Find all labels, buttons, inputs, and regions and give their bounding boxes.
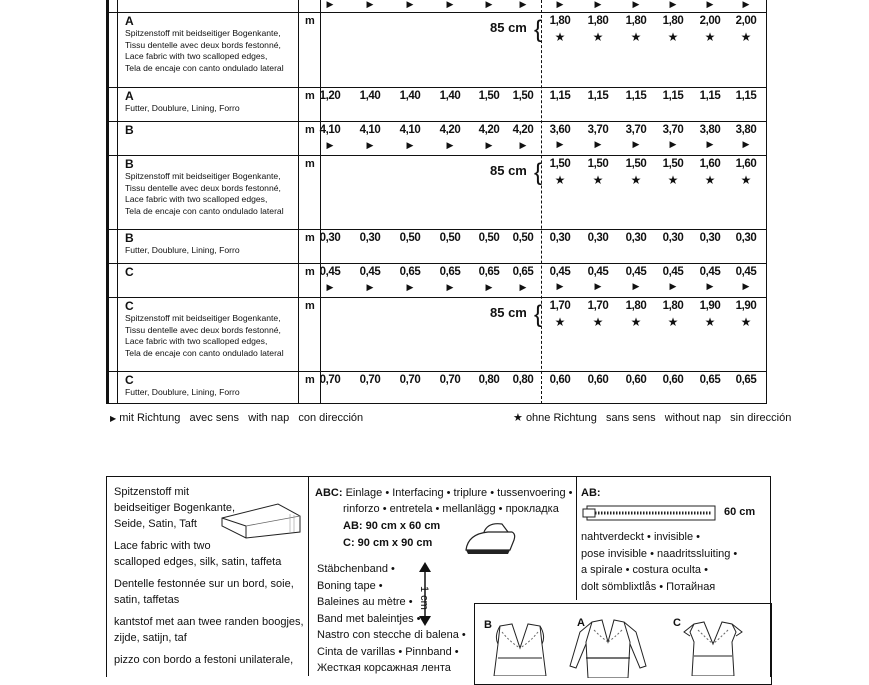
boning-line: Жесткая корсажная лента <box>317 662 451 674</box>
row-fabric-description: Lace fabric with two scalloped edges, <box>125 194 268 204</box>
row-view-label: C <box>125 265 134 279</box>
yardage-value: 0,45 <box>587 266 609 278</box>
star-symbol: ★ <box>513 412 523 424</box>
yardage-value: 1,40 <box>439 90 461 102</box>
star-icon: ★ <box>630 173 642 187</box>
nap-arrow-icon: ▶ <box>366 282 374 292</box>
star-icon: ★ <box>704 30 716 44</box>
unit-label: m <box>305 90 315 102</box>
yardage-value: 0,60 <box>587 374 609 386</box>
yardage-value: 1,15 <box>625 90 647 102</box>
fabric-suggestion-line: Dentelle festonnée sur un bord, soie, <box>114 578 294 590</box>
fabric-suggestion-line: beidseitiger Bogenkante, <box>114 502 236 514</box>
yardage-value: 1,60 <box>699 158 721 170</box>
table-bottom-line <box>109 403 766 404</box>
table-row-line <box>109 263 766 264</box>
nap-arrow-icon: ▶ <box>632 281 640 291</box>
unit-label: m <box>305 232 315 244</box>
nap-arrow-icon: ▶ <box>742 281 750 291</box>
view-label-a: A <box>577 617 585 629</box>
nap-arrow-icon: ▶ <box>742 139 750 149</box>
fabric-suggestion-line: Lace fabric with two <box>114 540 211 552</box>
row-fabric-description: Tela de encaje con canto ondulado lateral <box>125 347 284 358</box>
yardage-value: 0,30 <box>625 232 647 244</box>
yardage-value: 1,50 <box>512 90 534 102</box>
unit-label: m <box>305 374 315 386</box>
yardage-value: 0,65 <box>735 374 757 386</box>
table-right-border <box>766 0 767 404</box>
nap-arrow-icon: ▶ <box>742 0 750 9</box>
nap-arrow-icon: ▶ <box>594 139 602 149</box>
fabric-roll-icon <box>218 496 304 542</box>
boning-line: Baleines au mètre • <box>317 596 413 608</box>
table-inner-border <box>117 0 118 404</box>
table-row-line <box>109 87 766 88</box>
nap-arrow-icon: ▶ <box>326 0 334 9</box>
row-fabric-description: Lace fabric with two scalloped edges, <box>125 51 268 61</box>
yardage-value: 0,45 <box>549 266 571 278</box>
yardage-value: 2,00 <box>735 15 757 27</box>
zip-description-line: dolt sömblixtlås • Потайная <box>581 580 716 593</box>
yardage-value: 0,30 <box>699 232 721 244</box>
yardage-value: 0,45 <box>735 266 757 278</box>
nap-arrow-icon: ▶ <box>519 140 527 150</box>
yardage-value: 0,65 <box>512 266 534 278</box>
row-fabric-description: Tissu dentelle avec deux bords festonné, <box>125 324 281 335</box>
zip-description-line: pose invisible • naadritssluiting • <box>581 547 738 560</box>
yardage-value: 1,50 <box>478 90 500 102</box>
row-fabric-description: Futter, Doublure, Lining, Forro <box>125 245 240 255</box>
boning-line: Nastro con stecche di balena • <box>317 629 466 641</box>
unit-label: m <box>305 15 315 27</box>
view-label-b: B <box>484 619 492 631</box>
yardage-value: 0,45 <box>662 266 684 278</box>
yardage-value: 1,15 <box>549 90 571 102</box>
dress-a-illustration <box>566 618 650 678</box>
yardage-value: 0,65 <box>478 266 500 278</box>
boning-width: 1 cm <box>418 586 430 610</box>
nap-arrow-icon: ▶ <box>706 281 714 291</box>
yardage-value: 1,80 <box>587 15 609 27</box>
legend-nap <box>110 412 363 424</box>
yardage-value: 1,80 <box>662 300 684 312</box>
table-row-line <box>109 155 766 156</box>
nap-arrow-icon: ▶ <box>706 139 714 149</box>
row-fabric-description: Tela de encaje con canto ondulado lateral <box>125 205 284 216</box>
row-view-label: B <box>125 231 134 245</box>
nap-arrow-icon: ▶ <box>446 282 454 292</box>
yardage-value: 0,50 <box>439 232 461 244</box>
star-icon: ★ <box>667 173 679 187</box>
table-col-divider <box>298 0 299 404</box>
unit-label: m <box>305 300 315 312</box>
table-dashed-divider <box>541 0 542 404</box>
yardage-value: 0,70 <box>359 374 381 386</box>
brace-icon: { <box>534 159 543 186</box>
yardage-value: 4,10 <box>359 124 381 136</box>
yardage-value: 3,80 <box>699 124 721 136</box>
yardage-value: 1,40 <box>359 90 381 102</box>
fabric-suggestion-line: kantstof met aan twee randen boogjes, <box>114 616 304 628</box>
yardage-value: 4,10 <box>399 124 421 136</box>
yardage-value: 1,15 <box>699 90 721 102</box>
yardage-value: 1,80 <box>662 15 684 27</box>
fabric-suggestion-line: Spitzenstoff mit <box>114 486 189 498</box>
fabric-suggestion-line: zijde, satijn, taf <box>114 632 187 644</box>
star-icon: ★ <box>667 315 679 329</box>
star-icon: ★ <box>667 30 679 44</box>
yardage-value: 1,15 <box>735 90 757 102</box>
yardage-value: 1,80 <box>625 300 647 312</box>
yardage-value: 0,30 <box>735 232 757 244</box>
yardage-value: 1,15 <box>587 90 609 102</box>
nap-arrow-icon: ▶ <box>366 0 374 9</box>
star-icon: ★ <box>704 173 716 187</box>
nap-text: mit Richtung avec sens with nap con dirección <box>119 412 364 424</box>
table-row-line <box>109 229 766 230</box>
nap-arrow-icon: ▶ <box>632 0 640 9</box>
lace-width-label: 85 cm <box>490 305 527 320</box>
yardage-value: 4,20 <box>439 124 461 136</box>
yardage-value: 4,20 <box>478 124 500 136</box>
interfacing-line1 <box>315 486 573 500</box>
dress-b-illustration <box>490 622 550 676</box>
star-icon: ★ <box>740 315 752 329</box>
nap-arrow-icon: ▶ <box>406 140 414 150</box>
yardage-value: 4,20 <box>512 124 534 136</box>
fabric-suggestion-line: scalloped edges, silk, satin, taffeta <box>114 556 282 568</box>
c-size: C: 90 cm x 90 cm <box>343 537 433 549</box>
yardage-value: 3,70 <box>625 124 647 136</box>
table-row-line <box>109 12 766 13</box>
row-view-label: B <box>125 123 134 137</box>
star-icon: ★ <box>554 173 566 187</box>
yardage-value: 3,80 <box>735 124 757 136</box>
row-fabric-description: Lace fabric with two scalloped edges, <box>125 336 268 346</box>
nap-arrow-icon: ▶ <box>669 281 677 291</box>
interfacing-line2: rinforzo • entretela • mellanlägg • прокладка <box>343 503 559 515</box>
lace-width-label: 85 cm <box>490 163 527 178</box>
boning-line: Boning tape • <box>317 579 383 592</box>
view-label-c: C <box>673 617 681 629</box>
row-fabric-description: Spitzenstoff mit beidseitiger Bogenkante, <box>125 313 281 323</box>
yardage-value: 1,70 <box>587 300 609 312</box>
row-fabric-description: Tissu dentelle avec deux bords festonné, <box>125 39 281 50</box>
yardage-value: 0,70 <box>439 374 461 386</box>
boning-line: Band met baleintjes • <box>317 612 421 625</box>
yardage-value: 0,45 <box>359 266 381 278</box>
yardage-value: 0,30 <box>319 232 341 244</box>
yardage-value: 1,20 <box>319 90 341 102</box>
brace-icon: { <box>534 301 543 328</box>
yardage-value: 1,70 <box>549 300 571 312</box>
star-icon: ★ <box>554 315 566 329</box>
zip-length: 60 cm <box>724 506 756 518</box>
nap-arrow-icon: ▶ <box>446 140 454 150</box>
star-icon: ★ <box>592 30 604 44</box>
nap-arrow-icon: ▶ <box>519 0 527 9</box>
yardage-value: 3,70 <box>587 124 609 136</box>
yardage-value: 1,90 <box>699 300 721 312</box>
zip-description-line: a spirale • costura oculta • <box>581 564 708 576</box>
star-icon: ★ <box>630 30 642 44</box>
yardage-value: 0,70 <box>319 374 341 386</box>
row-view-label: B <box>125 157 134 171</box>
nap-arrow-icon: ▶ <box>669 0 677 9</box>
yardage-value: 0,60 <box>625 374 647 386</box>
panel-divider <box>576 476 577 600</box>
boning-line: Stäbchenband • <box>317 563 395 575</box>
table-row-line <box>109 371 766 372</box>
lace-width-label: 85 cm <box>490 20 527 35</box>
row-fabric-description: Futter, Doublure, Lining, Forro <box>125 387 240 397</box>
iron-icon <box>462 522 518 558</box>
star-icon: ★ <box>630 315 642 329</box>
yardage-value: 0,65 <box>699 374 721 386</box>
star-icon: ★ <box>592 315 604 329</box>
yardage-value: 0,60 <box>549 374 571 386</box>
fabric-suggestion-line: Seide, Satin, Taft <box>114 518 197 530</box>
nap-arrow-icon: ▶ <box>366 140 374 150</box>
row-view-label: C <box>125 373 134 387</box>
nap-arrow-icon: ▶ <box>594 0 602 9</box>
yardage-value: 0,65 <box>399 266 421 278</box>
table-row-line <box>109 121 766 122</box>
nap-arrow-icon: ▶ <box>406 282 414 292</box>
row-fabric-description: Tela de encaje con canto ondulado lateral <box>125 62 284 73</box>
ab-size: AB: 90 cm x 60 cm <box>343 520 441 532</box>
yardage-value: 0,80 <box>478 374 500 386</box>
row-fabric-description: Tissu dentelle avec deux bords festonné, <box>125 182 281 193</box>
star-icon: ★ <box>554 30 566 44</box>
zip-label: AB: <box>581 487 601 499</box>
yardage-value: 1,50 <box>625 158 647 170</box>
nap-arrow-icon: ▶ <box>406 0 414 9</box>
yardage-value: 0,70 <box>399 374 421 386</box>
nap-arrow-icon: ▶ <box>326 140 334 150</box>
yardage-value: 0,45 <box>319 266 341 278</box>
yardage-value: 1,50 <box>587 158 609 170</box>
nap-arrow-icon: ▶ <box>485 282 493 292</box>
yardage-value: 0,30 <box>662 232 684 244</box>
fabric-suggestion-line: pizzo con bordo a festoni unilaterale, <box>114 654 294 666</box>
nap-arrow-icon: ▶ <box>706 0 714 9</box>
yardage-value: 0,50 <box>478 232 500 244</box>
yardage-value: 0,45 <box>625 266 647 278</box>
zipper-icon <box>581 502 721 524</box>
yardage-value: 1,90 <box>735 300 757 312</box>
yardage-value: 0,30 <box>587 232 609 244</box>
yardage-value: 1,80 <box>625 15 647 27</box>
nap-arrow-icon: ▶ <box>632 139 640 149</box>
dress-c-illustration <box>680 620 746 676</box>
yardage-value: 1,50 <box>549 158 571 170</box>
star-icon: ★ <box>740 30 752 44</box>
table-col-divider <box>320 0 321 404</box>
row-fabric-description: Spitzenstoff mit beidseitiger Bogenkante, <box>125 171 281 181</box>
yardage-value: 3,60 <box>549 124 571 136</box>
yardage-value: 0,30 <box>359 232 381 244</box>
brace-icon: { <box>534 16 543 43</box>
row-fabric-description: Futter, Doublure, Lining, Forro <box>125 103 240 113</box>
nap-arrow-icon: ▶ <box>669 139 677 149</box>
nap-arrow-icon: ▶ <box>326 282 334 292</box>
yardage-value: 1,50 <box>662 158 684 170</box>
nap-arrow-icon: ▶ <box>485 140 493 150</box>
row-view-label: A <box>125 89 134 103</box>
star-icon: ★ <box>592 173 604 187</box>
yardage-value: 4,10 <box>319 124 341 136</box>
yardage-value: 0,65 <box>439 266 461 278</box>
nap-symbol: ▶ <box>110 414 117 423</box>
yardage-value: 0,45 <box>699 266 721 278</box>
nap-arrow-icon: ▶ <box>556 281 564 291</box>
yardage-value: 2,00 <box>699 15 721 27</box>
yardage-value: 0,50 <box>512 232 534 244</box>
yardage-value: 0,50 <box>399 232 421 244</box>
nap-arrow-icon: ▶ <box>446 0 454 9</box>
star-icon: ★ <box>704 315 716 329</box>
unit-label: m <box>305 266 315 278</box>
yardage-value: 1,60 <box>735 158 757 170</box>
legend-nonap <box>513 411 791 424</box>
star-icon: ★ <box>740 173 752 187</box>
yardage-value: 1,15 <box>662 90 684 102</box>
yardage-value: 1,80 <box>549 15 571 27</box>
yardage-value: 1,40 <box>399 90 421 102</box>
boning-line: Cinta de varillas • Pinnband • <box>317 645 459 658</box>
row-fabric-description: Spitzenstoff mit beidseitiger Bogenkante, <box>125 28 281 38</box>
unit-label: m <box>305 124 315 136</box>
nap-arrow-icon: ▶ <box>556 0 564 9</box>
nonap-text: ohne Richtung sans sens without nap sin dirección <box>525 412 792 424</box>
row-view-label: C <box>125 299 134 313</box>
fabric-suggestion-line: satin, taffetas <box>114 594 180 606</box>
nap-arrow-icon: ▶ <box>594 281 602 291</box>
nap-arrow-icon: ▶ <box>485 0 493 9</box>
table-left-border <box>106 0 109 404</box>
zip-description-line: nahtverdeckt • invisible • <box>581 531 700 543</box>
row-view-label: A <box>125 14 134 28</box>
yardage-value: 0,30 <box>549 232 571 244</box>
yardage-value: 0,60 <box>662 374 684 386</box>
abc-label: ABC: <box>315 487 343 499</box>
nap-arrow-icon: ▶ <box>556 139 564 149</box>
yardage-value: 3,70 <box>662 124 684 136</box>
panel-divider <box>308 476 309 676</box>
table-row-line <box>109 297 766 298</box>
nap-arrow-icon: ▶ <box>519 282 527 292</box>
interfacing-text: Einlage • Interfacing • triplure • tussenvoering • <box>345 487 573 499</box>
unit-label: m <box>305 158 315 170</box>
yardage-value: 0,80 <box>512 374 534 386</box>
